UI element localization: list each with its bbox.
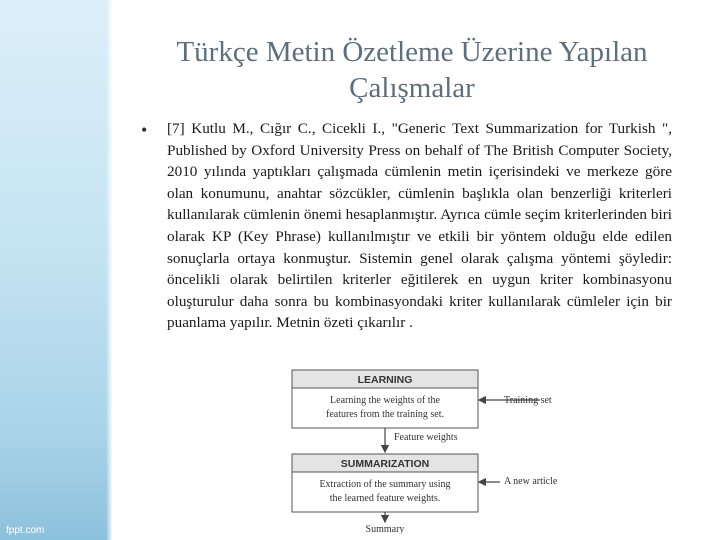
- bullet-paragraph: [7] Kutlu M., Cığır C., Cicekli I., "Generic Text Summarization for Turkish ", Published by Oxford University Press on behalf of The British Computer Society, 2010 yılında yaptıkları çalışmada cümlenin metin içerisindeki ve merkeze göre olan konumunu, anahtar sözcükler, cümlenin başlıkla olan benzerliği kriterleri kullanılarak cümlenin önemi hesaplanmıştır. Ayrıca cümle seçim kriterlerinden biri olarak KP (Key Phrase) kullanılmıştır ve etkili bir yöntem olduğu elde edilen sonuçlarla ortaya konmuştur. Sistemin genel olarak çalışma yöntemi şöyledir: öncelikli olarak belirtilen kriterler eğitilerek en uygun kriter kombinasyonu oluşturulur daha sonra bu kombinasyondaki kriter kullanılarak cümleler için bir puanlama yapılır. Metnin özeti çıkarılır .: [167, 120, 672, 332]
- slide-title: Türkçe Metin Özetleme Üzerine Yapılan Çalışmalar: [176, 36, 648, 104]
- left-decorative-band: [0, 0, 112, 540]
- training-set-label: Training set: [504, 395, 552, 406]
- watermark: fppt.com: [6, 525, 45, 536]
- summarization-title: SUMMARIZATION: [340, 458, 430, 470]
- summarization-desc-line1: Extraction of the summary using: [319, 479, 451, 490]
- new-article-label: A new article: [504, 476, 558, 487]
- feature-weights-label: Feature weights: [394, 432, 458, 443]
- summary-label: Summary: [365, 524, 405, 534]
- bullet-marker: •: [141, 120, 148, 140]
- learning-desc-line2: features from the training set.: [325, 409, 445, 420]
- learning-title: LEARNING: [357, 374, 413, 386]
- summarization-desc-line2: the learned feature weights.: [329, 493, 441, 504]
- process-diagram: [288, 366, 588, 534]
- learning-desc-line1: Learning the weights of the: [330, 395, 440, 406]
